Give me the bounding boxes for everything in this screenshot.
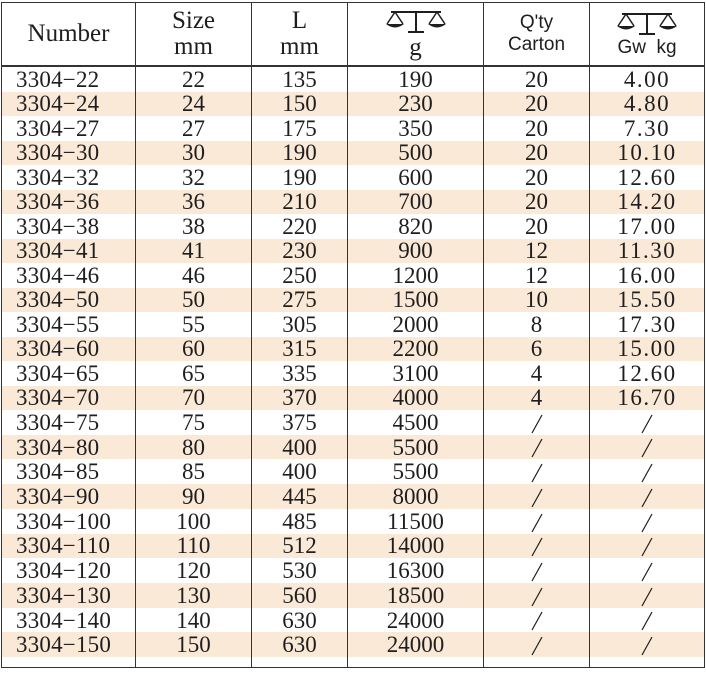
header-gw	[590, 3, 705, 67]
cell-qty	[484, 509, 590, 534]
cell-qty: 20	[484, 141, 590, 166]
cell-qty: 8	[484, 312, 590, 337]
cell-number: 3304−90	[2, 484, 136, 509]
cell-qty: 20	[484, 190, 590, 215]
cell-qty	[484, 484, 590, 509]
not-applicable-stroke	[532, 415, 542, 433]
not-applicable-text	[545, 435, 546, 436]
cell-qty: 20	[484, 92, 590, 117]
not-applicable-stroke	[642, 563, 652, 581]
table-row	[2, 410, 705, 435]
cell-number: 3304−36	[2, 190, 136, 215]
cell-qty	[484, 435, 590, 460]
cell-number: 3304−110	[2, 534, 136, 559]
cell-length: 305	[252, 312, 348, 337]
cell-weight: 1500	[348, 288, 484, 313]
cell-weight: 350	[348, 116, 484, 141]
not-applicable-stroke	[532, 637, 542, 655]
cell-gw: 12.60	[590, 361, 705, 386]
not-applicable-stroke	[642, 612, 652, 630]
cell-gw: 12.60	[590, 165, 705, 190]
table-row	[2, 632, 705, 657]
not-applicable-stroke	[532, 588, 542, 606]
cell-qty: 20	[484, 165, 590, 190]
cell-length: 485	[252, 509, 348, 534]
cell-weight: 500	[348, 141, 484, 166]
cell-weight: 16300	[348, 558, 484, 583]
table-row	[2, 239, 705, 264]
not-applicable-text	[545, 558, 546, 559]
cell-gw: 16.70	[590, 386, 705, 411]
cell-size: 90	[136, 484, 252, 509]
cell-length: 400	[252, 435, 348, 460]
header-qty	[484, 3, 590, 67]
cell-weight: 8000	[348, 484, 484, 509]
not-applicable-text	[655, 632, 656, 633]
cell-size: 140	[136, 608, 252, 633]
cell-weight: 600	[348, 165, 484, 190]
cell-number: 3304−30	[2, 141, 136, 166]
cell-size: 41	[136, 239, 252, 264]
cell-weight: 24000	[348, 608, 484, 633]
table-row	[2, 92, 705, 117]
cell-length: 135	[252, 66, 348, 92]
table-row	[2, 583, 705, 608]
cell-gw: 15.50	[590, 288, 705, 313]
not-applicable-stroke	[532, 464, 542, 482]
not-applicable-mark	[639, 487, 655, 509]
cell-number: 3304−38	[2, 214, 136, 239]
not-applicable-stroke	[532, 514, 542, 532]
cell-number: 3304−46	[2, 263, 136, 288]
not-applicable-text	[655, 583, 656, 584]
not-applicable-text	[655, 558, 656, 559]
cell-number: 3304−80	[2, 435, 136, 460]
cell-qty: 10	[484, 288, 590, 313]
cell-number: 3304−85	[2, 459, 136, 484]
cell-weight: 4500	[348, 410, 484, 435]
not-applicable-stroke	[642, 489, 652, 507]
cell-size: 70	[136, 386, 252, 411]
cell-size: 75	[136, 410, 252, 435]
not-applicable-stroke	[642, 439, 652, 457]
not-applicable-mark	[529, 610, 545, 632]
table-row	[2, 509, 705, 534]
table-header	[2, 3, 705, 67]
cell-number: 3304−32	[2, 165, 136, 190]
cell-gw	[590, 435, 705, 460]
not-applicable-stroke	[642, 514, 652, 532]
cell-number: 3304−130	[2, 583, 136, 608]
cell-number: 3304−55	[2, 312, 136, 337]
cell-number: 3304−140	[2, 608, 136, 633]
table-row	[2, 190, 705, 215]
cell-gw	[590, 484, 705, 509]
cell-gw	[590, 558, 705, 583]
cell-qty	[484, 459, 590, 484]
not-applicable-stroke	[642, 415, 652, 433]
not-applicable-stroke	[532, 489, 542, 507]
cell-length: 315	[252, 337, 348, 362]
cell-qty	[484, 632, 590, 657]
not-applicable-mark	[639, 610, 655, 632]
cell-length: 375	[252, 410, 348, 435]
not-applicable-mark	[639, 586, 655, 608]
cell-length: 175	[252, 116, 348, 141]
table-row	[2, 484, 705, 509]
not-applicable-mark	[639, 512, 655, 534]
cell-weight: 14000	[348, 534, 484, 559]
header-qty-unit: Carton	[507, 34, 566, 55]
cell-qty	[484, 410, 590, 435]
spacer-cell	[252, 657, 348, 668]
table-footer-spacer	[2, 657, 705, 668]
not-applicable-text	[545, 509, 546, 510]
cell-qty	[484, 558, 590, 583]
cell-length: 190	[252, 165, 348, 190]
not-applicable-stroke	[532, 439, 542, 457]
not-applicable-text	[655, 484, 656, 485]
not-applicable-mark	[529, 536, 545, 558]
not-applicable-stroke	[642, 464, 652, 482]
cell-size: 22	[136, 66, 252, 92]
table-row	[2, 534, 705, 559]
cell-number: 3304−27	[2, 116, 136, 141]
cell-length: 250	[252, 263, 348, 288]
cell-gw	[590, 509, 705, 534]
cell-weight: 18500	[348, 583, 484, 608]
not-applicable-text	[545, 632, 546, 633]
table-row	[2, 386, 705, 411]
not-applicable-mark	[529, 437, 545, 459]
not-applicable-mark	[529, 462, 545, 484]
cell-size: 50	[136, 288, 252, 313]
cell-weight: 5500	[348, 459, 484, 484]
cell-length: 190	[252, 141, 348, 166]
spacer-cell	[590, 657, 705, 668]
table-row	[2, 66, 705, 92]
not-applicable-text	[545, 484, 546, 485]
not-applicable-text	[545, 459, 546, 460]
header-gw-label: Gw kg	[617, 36, 677, 58]
cell-length: 630	[252, 608, 348, 633]
cell-gw: 10.10	[590, 141, 705, 166]
table-row	[2, 165, 705, 190]
cell-size: 80	[136, 435, 252, 460]
cell-length: 210	[252, 190, 348, 215]
cell-length: 400	[252, 459, 348, 484]
not-applicable-mark	[529, 487, 545, 509]
balance-scale-icon	[616, 10, 678, 36]
table-row	[2, 288, 705, 313]
cell-length: 275	[252, 288, 348, 313]
table-row	[2, 435, 705, 460]
cell-qty: 20	[484, 116, 590, 141]
cell-size: 24	[136, 92, 252, 117]
cell-weight: 11500	[348, 509, 484, 534]
cell-gw: 15.00	[590, 337, 705, 362]
cell-number: 3304−50	[2, 288, 136, 313]
table-row	[2, 608, 705, 633]
not-applicable-mark	[639, 462, 655, 484]
cell-length: 220	[252, 214, 348, 239]
cell-number: 3304−24	[2, 92, 136, 117]
cell-length: 445	[252, 484, 348, 509]
cell-size: 36	[136, 190, 252, 215]
not-applicable-stroke	[642, 637, 652, 655]
cell-weight: 700	[348, 190, 484, 215]
spacer-cell	[2, 657, 136, 668]
cell-gw: 17.00	[590, 214, 705, 239]
cell-gw: 7.30	[590, 116, 705, 141]
not-applicable-mark	[529, 512, 545, 534]
cell-size: 46	[136, 263, 252, 288]
cell-size: 30	[136, 141, 252, 166]
not-applicable-stroke	[642, 588, 652, 606]
cell-qty: 6	[484, 337, 590, 362]
cell-length: 530	[252, 558, 348, 583]
header-length	[252, 3, 348, 67]
header-qty-label: Q'ty	[519, 12, 554, 33]
not-applicable-stroke	[642, 538, 652, 556]
cell-gw: 14.20	[590, 190, 705, 215]
cell-size: 100	[136, 509, 252, 534]
cell-qty	[484, 534, 590, 559]
cell-size: 38	[136, 214, 252, 239]
header-size-label: Size	[171, 7, 216, 34]
cell-size: 55	[136, 312, 252, 337]
not-applicable-text	[655, 608, 656, 609]
cell-length: 630	[252, 632, 348, 657]
header-weight	[348, 3, 484, 67]
cell-weight: 24000	[348, 632, 484, 657]
cell-gw	[590, 583, 705, 608]
cell-qty	[484, 608, 590, 633]
not-applicable-stroke	[532, 538, 542, 556]
spacer-cell	[136, 657, 252, 668]
cell-length: 370	[252, 386, 348, 411]
cell-length: 150	[252, 92, 348, 117]
cell-qty: 20	[484, 66, 590, 92]
not-applicable-mark	[639, 561, 655, 583]
cell-size: 60	[136, 337, 252, 362]
table-row	[2, 312, 705, 337]
not-applicable-mark	[529, 413, 545, 435]
cell-size: 32	[136, 165, 252, 190]
not-applicable-mark	[529, 561, 545, 583]
not-applicable-mark	[639, 635, 655, 657]
cell-qty: 12	[484, 263, 590, 288]
not-applicable-text	[655, 435, 656, 436]
cell-weight: 820	[348, 214, 484, 239]
cell-gw	[590, 459, 705, 484]
not-applicable-mark	[529, 586, 545, 608]
cell-length: 335	[252, 361, 348, 386]
not-applicable-mark	[529, 635, 545, 657]
cell-size: 27	[136, 116, 252, 141]
cell-weight: 4000	[348, 386, 484, 411]
cell-number: 3304−22	[2, 66, 136, 92]
cell-gw: 11.30	[590, 239, 705, 264]
cell-weight: 900	[348, 239, 484, 264]
table-row	[2, 459, 705, 484]
table-row	[2, 141, 705, 166]
cell-gw	[590, 410, 705, 435]
not-applicable-text	[545, 583, 546, 584]
cell-weight: 1200	[348, 263, 484, 288]
cell-number: 3304−100	[2, 509, 136, 534]
cell-number: 3304−70	[2, 386, 136, 411]
cell-size: 120	[136, 558, 252, 583]
cell-length: 230	[252, 239, 348, 264]
not-applicable-text	[545, 608, 546, 609]
cell-weight: 2200	[348, 337, 484, 362]
table-row	[2, 214, 705, 239]
not-applicable-text	[655, 410, 656, 411]
spacer-cell	[348, 657, 484, 668]
table-row	[2, 337, 705, 362]
not-applicable-text	[545, 410, 546, 411]
header-size	[136, 3, 252, 67]
cell-weight: 3100	[348, 361, 484, 386]
cell-gw	[590, 534, 705, 559]
not-applicable-text	[655, 509, 656, 510]
cell-number: 3304−60	[2, 337, 136, 362]
not-applicable-mark	[639, 413, 655, 435]
cell-size: 150	[136, 632, 252, 657]
cell-length: 512	[252, 534, 348, 559]
cell-qty: 12	[484, 239, 590, 264]
header-number: Number	[2, 3, 136, 67]
header-size-unit: mm	[174, 33, 213, 60]
spacer-cell	[484, 657, 590, 668]
cell-gw: 4.00	[590, 66, 705, 92]
cell-weight: 230	[348, 92, 484, 117]
cell-size: 65	[136, 361, 252, 386]
cell-gw: 17.30	[590, 312, 705, 337]
cell-number: 3304−41	[2, 239, 136, 264]
cell-qty: 4	[484, 361, 590, 386]
cell-weight: 2000	[348, 312, 484, 337]
table-row	[2, 263, 705, 288]
cell-gw	[590, 608, 705, 633]
header-length-unit: mm	[280, 33, 319, 60]
not-applicable-mark	[639, 437, 655, 459]
cell-number: 3304−150	[2, 632, 136, 657]
cell-size: 130	[136, 583, 252, 608]
not-applicable-stroke	[532, 563, 542, 581]
cell-qty: 20	[484, 214, 590, 239]
header-row	[2, 3, 705, 67]
cell-size: 110	[136, 534, 252, 559]
not-applicable-stroke	[532, 612, 542, 630]
header-weight-unit: g	[409, 33, 422, 61]
table-body	[2, 66, 705, 668]
cell-gw: 16.00	[590, 263, 705, 288]
cell-number: 3304−65	[2, 361, 136, 386]
not-applicable-text	[655, 534, 656, 535]
cell-qty	[484, 583, 590, 608]
table-row	[2, 558, 705, 583]
cell-qty: 4	[484, 386, 590, 411]
cell-size: 85	[136, 459, 252, 484]
cell-number: 3304−120	[2, 558, 136, 583]
spec-table	[1, 2, 705, 668]
cell-number: 3304−75	[2, 410, 136, 435]
header-length-label: L	[291, 7, 308, 34]
balance-scale-icon	[385, 8, 447, 34]
cell-gw: 4.80	[590, 92, 705, 117]
cell-weight: 190	[348, 66, 484, 92]
not-applicable-mark	[639, 536, 655, 558]
table-row	[2, 361, 705, 386]
table-row	[2, 116, 705, 141]
not-applicable-text	[545, 534, 546, 535]
cell-gw	[590, 632, 705, 657]
cell-length: 560	[252, 583, 348, 608]
not-applicable-text	[655, 459, 656, 460]
cell-weight: 5500	[348, 435, 484, 460]
